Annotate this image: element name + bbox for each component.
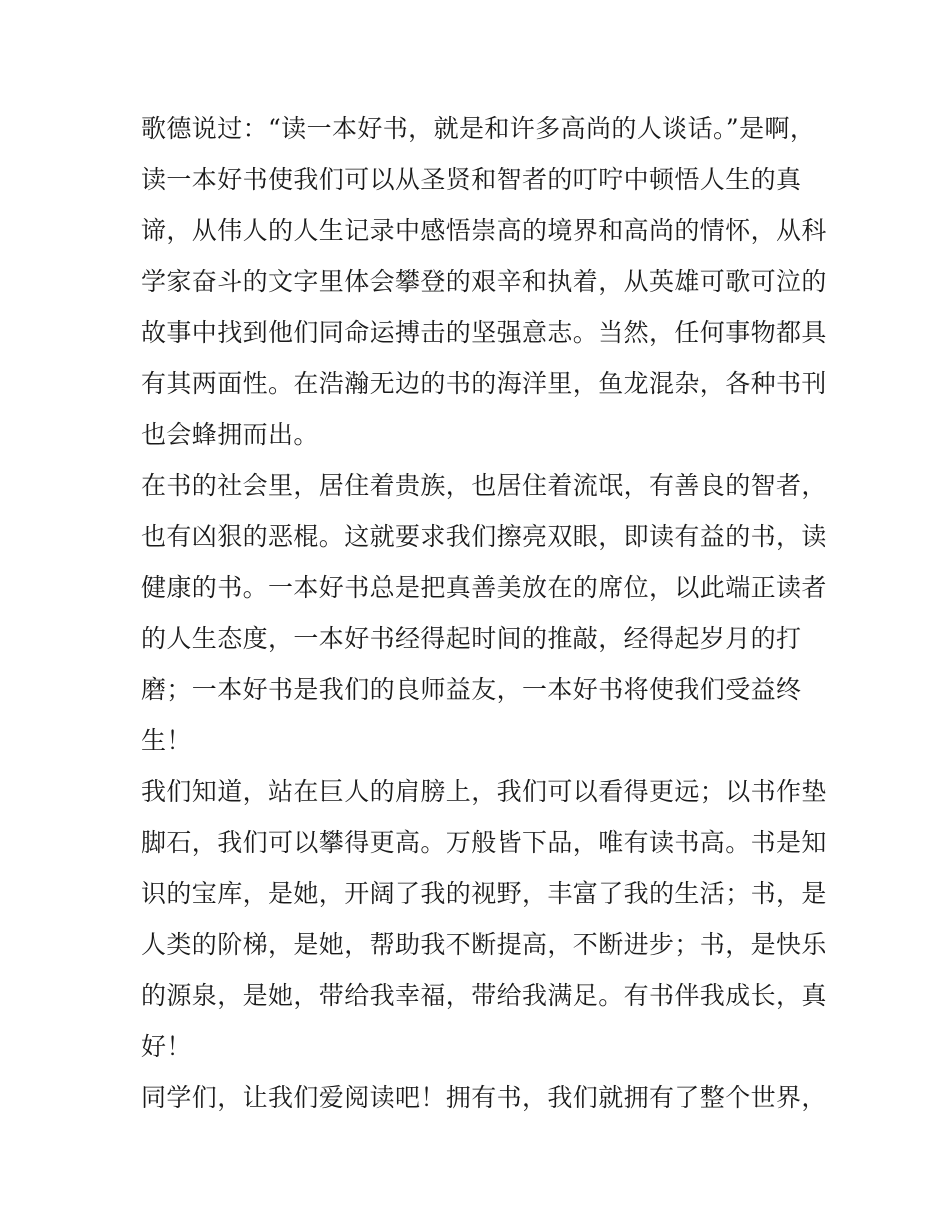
text-line: 有其两面性。在浩瀚无边的书的海洋里，鱼龙混杂，各种书刊 [141, 369, 827, 398]
paragraph-3 [141, 766, 841, 1072]
paragraph-1 [141, 103, 841, 460]
text-line: 的人生态度，一本好书经得起时间的推敲，经得起岁月的打 [141, 624, 802, 653]
text-line: 同学们，让我们爱阅读吧！拥有书，我们就拥有了整个世界， [141, 1083, 827, 1112]
text-line: 我们知道，站在巨人的肩膀上，我们可以看得更远；以书作垫 [141, 777, 827, 806]
text-line: 人类的阶梯，是她，帮助我不断提高，不断进步；书，是快乐 [141, 930, 827, 959]
text-line: 生！ [141, 726, 192, 755]
document-body [141, 103, 841, 1123]
text-line: 故事中找到他们同命运搏击的坚强意志。当然，任何事物都具 [141, 318, 827, 347]
text-line: 谛，从伟人的人生记录中感悟崇高的境界和高尚的情怀，从科 [141, 216, 827, 245]
text-line: 识的宝库，是她，开阔了我的视野，丰富了我的生活；书，是 [141, 879, 827, 908]
text-line: 健康的书。一本好书总是把真善美放在的席位，以此端正读者 [141, 573, 827, 602]
text-line: 的源泉，是她，带给我幸福，带给我满足。有书伴我成长，真 [141, 981, 827, 1010]
paragraph-4 [141, 1072, 841, 1123]
text-line: 脚石，我们可以攀得更高。万般皆下品，唯有读书高。书是知 [141, 828, 827, 857]
text-line: 好！ [141, 1032, 192, 1061]
text-line: 在书的社会里，居住着贵族，也居住着流氓，有善良的智者， [141, 471, 827, 500]
text-line: 学家奋斗的文字里体会攀登的艰辛和执着，从英雄可歌可泣的 [141, 267, 827, 296]
text-line: 也会蜂拥而出。 [141, 420, 319, 449]
text-line: 歌德说过：“读一本好书，就是和许多高尚的人谈话。”是啊， [141, 114, 816, 143]
paragraph-2 [141, 460, 841, 766]
text-line: 读一本好书使我们可以从圣贤和智者的叮咛中顿悟人生的真 [141, 165, 802, 194]
text-line: 也有凶狠的恶棍。这就要求我们擦亮双眼，即读有益的书，读 [141, 522, 827, 551]
text-line: 磨；一本好书是我们的良师益友，一本好书将使我们受益终 [141, 675, 802, 704]
